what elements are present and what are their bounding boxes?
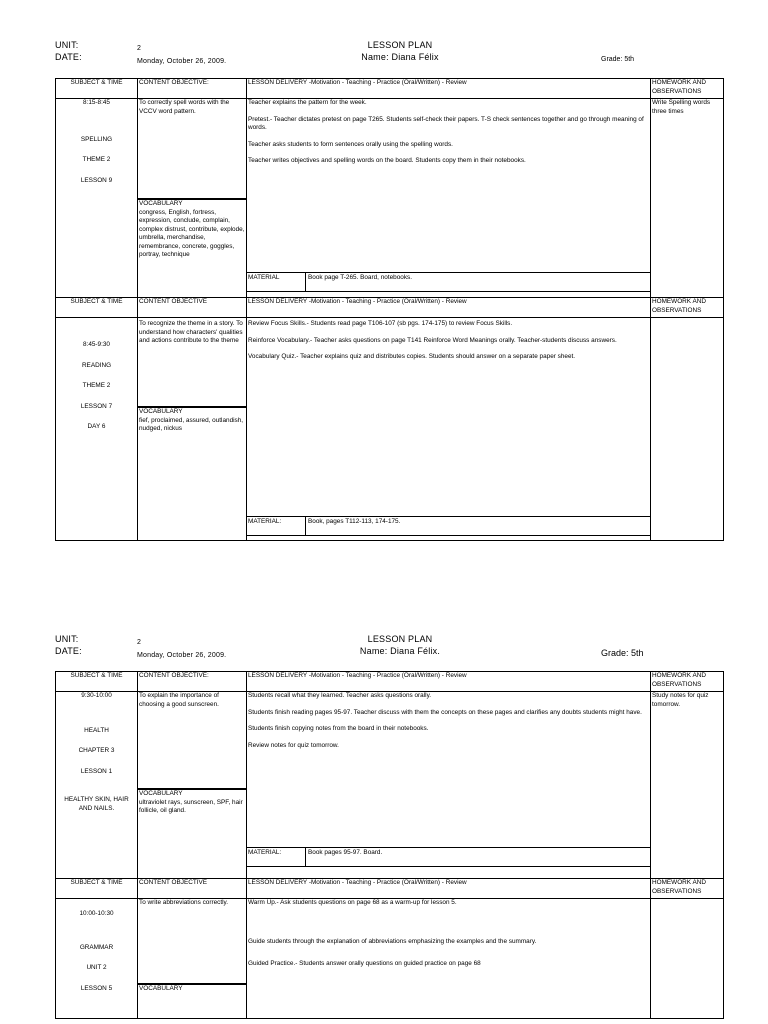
vocabulary-title: VOCABULARY xyxy=(139,200,183,207)
health-topic: HEALTHY SKIN, HAIR AND NAILS. xyxy=(64,796,129,812)
date-label: DATE: xyxy=(55,646,82,656)
vocabulary-list: congress, English, fortress, expression, conclude, complain, complex distrust, contribute, explode, umbrella, merchandise, remembrance, concrete, goggles, portray, technique xyxy=(139,208,245,258)
col-content-objective: CONTENT OBJECTIVE xyxy=(138,298,247,318)
health-delivery-cell xyxy=(247,692,651,879)
col-homework: HOMEWORK AND OBSERVATIONS xyxy=(651,672,724,692)
health-objective-cell xyxy=(138,692,247,879)
health-time: 9:30-10:00 xyxy=(81,692,112,699)
spelling-subject-cell xyxy=(56,99,138,298)
col-homework: HOMEWORK AND OBSERVATIONS xyxy=(651,879,724,899)
health-subject: HEALTH xyxy=(84,726,109,734)
delivery-item: Review Focus Skills.- Students read page T106-107 (sb pgs. 174-175) to review Focus Skills. xyxy=(248,320,513,327)
health-subject-cell xyxy=(56,692,138,879)
vocabulary-list: ultraviolet rays, sunscreen, SPF, hair follicle, oil gland. xyxy=(139,798,243,814)
grade: Grade: 5th xyxy=(601,648,644,658)
date-value: Monday, October 26, 2009. xyxy=(137,652,227,659)
reading-vocabulary xyxy=(138,406,246,434)
grammar-unit: UNIT 2 xyxy=(86,964,107,971)
grammar-delivery-cell xyxy=(247,899,651,1019)
delivery-item: Teacher explains the pattern for the week. xyxy=(248,99,367,106)
reading-objective: To recognize the theme in a story. To understand how characters' qualities and actions contribute to the theme xyxy=(139,320,243,344)
delivery-item: Reinforce Vocabulary.- Teacher asks questions on page T141 Reinforce Word Meanings orally. Teacher-students discuss answers. xyxy=(248,336,617,344)
spelling-subject: SPELLING xyxy=(80,135,113,143)
lesson-table-1 xyxy=(55,78,724,541)
col-subject-time: SUBJECT & TIME xyxy=(56,79,138,99)
spelling-delivery-cell xyxy=(247,99,651,298)
col-content-objective: CONTENT OBJECTIVE: xyxy=(138,79,247,99)
health-homework: Study notes for quiz tomorrow. xyxy=(651,692,724,879)
delivery-item: Teacher writes objectives and spelling words on the board. Students copy them in their notebooks. xyxy=(248,157,526,164)
grammar-objective-cell xyxy=(138,899,247,1019)
delivery-item: Students finish reading pages 95-97. Teacher discuss with them the concepts on these pages and clarifies any doubts students might have. xyxy=(248,708,642,716)
material-value: Book pages 95-97. Board. xyxy=(308,849,383,856)
col-homework: HOMEWORK AND OBSERVATIONS xyxy=(651,79,724,99)
teacher-name: Name: Diana Félix. xyxy=(359,646,441,656)
material-label: MATERIAL xyxy=(248,274,280,281)
grammar-subject: GRAMMAR xyxy=(79,943,114,951)
delivery-item: Pretest.- Teacher dictates pretest on page T265. Students self-check their papers. T-S check sentences together and go through meaning of words. xyxy=(248,115,644,131)
col-homework: HOMEWORK AND OBSERVATIONS xyxy=(651,298,724,318)
vocabulary-title: VOCABULARY xyxy=(139,985,183,992)
health-material-row xyxy=(247,847,650,867)
health-objective: To explain the importance of choosing a good sunscreen. xyxy=(139,692,219,708)
lesson-table-2 xyxy=(55,671,724,1019)
material-label: MATERIAL: xyxy=(248,518,282,525)
delivery-item: Students recall what they learned. Teacher asks questions orally. xyxy=(248,692,432,699)
reading-material-row xyxy=(247,516,650,536)
col-lesson-delivery: LESSON DELIVERY -Motivation - Teaching - Practice (Oral/Written) - Review xyxy=(247,79,651,99)
delivery-item: Guide students through the explanation of abbreviations emphasizing the examples and the summary. xyxy=(248,937,537,945)
grammar-time: 10:00-10:30 xyxy=(79,910,114,917)
spelling-objective-cell xyxy=(138,99,247,298)
grammar-vocabulary xyxy=(138,983,246,994)
col-content-objective: CONTENT OBJECTIVE: xyxy=(138,672,247,692)
reading-objective-cell xyxy=(138,318,247,541)
delivery-item: Warm Up.- Ask students questions on page 68 as a warm-up for lesson 5. xyxy=(248,899,457,906)
reading-subject-cell xyxy=(56,318,138,541)
reading-homework xyxy=(651,318,724,541)
reading-delivery-cell xyxy=(247,318,651,541)
delivery-item: Review notes for quiz tomorrow. xyxy=(248,741,339,749)
spelling-time: 8:15-8:45 xyxy=(82,99,110,106)
unit-label: UNIT: xyxy=(55,40,79,50)
unit-value: 2 xyxy=(137,45,142,52)
spelling-material-row xyxy=(247,272,650,292)
material-label: MATERIAL: xyxy=(248,849,282,856)
grammar-subject-cell xyxy=(56,899,138,1019)
reading-theme: THEME 2 xyxy=(82,382,111,389)
page-title: LESSON PLAN xyxy=(367,40,433,50)
delivery-item: Teacher asks students to form sentences orally using the spelling words. xyxy=(248,140,453,148)
health-vocabulary xyxy=(138,788,246,816)
unit-value: 2 xyxy=(137,639,142,646)
col-lesson-delivery: LESSON DELIVERY -Motivation - Teaching - Practice (Oral/Written) - Review xyxy=(247,879,651,899)
col-lesson-delivery: LESSON DELIVERY -Motivation - Teaching - Practice (Oral/Written) - Review xyxy=(247,298,651,318)
reading-day: DAY 6 xyxy=(87,423,106,430)
date-value: Monday, October 26, 2009. xyxy=(137,58,227,65)
page-title: LESSON PLAN xyxy=(367,634,433,644)
health-chapter: CHAPTER 3 xyxy=(78,747,115,754)
col-content-objective: CONTENT OBJECTIVE xyxy=(138,879,247,899)
spelling-theme: THEME 2 xyxy=(82,156,111,163)
health-lesson: LESSON 1 xyxy=(80,767,113,775)
unit-label: UNIT: xyxy=(55,634,79,644)
reading-lesson: LESSON 7 xyxy=(80,402,113,410)
material-value: Book page T-265. Board, notebooks. xyxy=(308,274,412,281)
reading-subject: READING xyxy=(81,361,112,369)
delivery-item: Students finish copying notes from the board in their notebooks. xyxy=(248,725,429,732)
vocabulary-list: fief, proclaimed, assured, outlandish, nudged, nickus xyxy=(139,416,244,432)
grammar-lesson: LESSON 5 xyxy=(80,984,113,992)
spelling-lesson: LESSON 9 xyxy=(80,176,113,184)
teacher-name: Name: Diana Félix xyxy=(361,52,439,62)
vocabulary-title: VOCABULARY xyxy=(139,408,183,415)
vocabulary-title: VOCABULARY xyxy=(139,790,183,797)
col-lesson-delivery: LESSON DELIVERY -Motivation - Teaching - Practice (Oral/Written) - Review xyxy=(247,672,651,692)
spelling-homework: Write Spelling words three times xyxy=(651,99,724,298)
col-subject-time: SUBJECT & TIME xyxy=(56,672,138,692)
grammar-objective: To write abbreviations correctly. xyxy=(139,899,229,906)
spelling-objective: To correctly spell words with the VCCV word pattern. xyxy=(139,99,230,115)
delivery-item: Vocabulary Quiz.- Teacher explains quiz and distributes copies. Students should answer on a separate paper sheet. xyxy=(248,353,576,360)
spelling-vocabulary xyxy=(138,198,246,260)
reading-time: 8:45-9:30 xyxy=(82,341,110,348)
material-value: Book, pages T112-113, 174-175. xyxy=(308,518,401,525)
delivery-item: Guided Practice.- Students answer orally questions on guided practice on page 68 xyxy=(248,960,481,967)
col-subject-time: SUBJECT & TIME xyxy=(56,298,138,318)
grade: Grade: 5th xyxy=(601,56,635,63)
date-label: DATE: xyxy=(55,52,82,62)
grammar-homework xyxy=(651,899,724,1019)
col-subject-time: SUBJECT & TIME xyxy=(56,879,138,899)
